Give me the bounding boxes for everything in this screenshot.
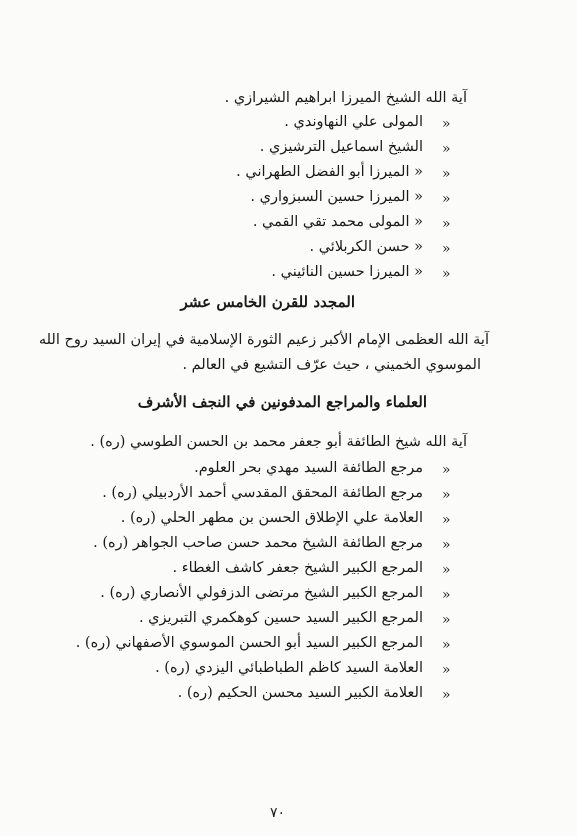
list-item: العلامة السيد كاظم الطباطبائي اليزدي (ره) . [155, 660, 423, 676]
list-bullet: « [442, 141, 451, 157]
list-item: العلامة الكبير السيد محسن الحكيم (ره) . [177, 685, 423, 701]
list-item: مرجع الطائفة الشيخ محمد حسن صاحب الجواهر (ره) . [93, 535, 423, 551]
list-item: الشيخ اسماعيل الترشيزي . [259, 139, 423, 155]
paragraph-line: الموسوي الخميني ، حيث عرّف التشيع في العالم . [182, 357, 481, 373]
section-heading: المجدد للقرن الخامس عشر [180, 293, 355, 311]
list-item: المرجع الكبير الشيخ مرتضى الدزفولي الأنصاري (ره) . [100, 585, 423, 601]
list-bullet: « [442, 512, 451, 528]
list-item: « الميرزا أبو الفضل الطهراني . [236, 164, 423, 180]
list-item: مرجع الطائفة السيد مهدي بحر العلوم. [194, 460, 423, 476]
list-bullet: « [442, 116, 451, 132]
section3-intro: آية الله شيخ الطائفة أبو جعفر محمد بن الحسن الطوسي (ره) . [90, 434, 467, 450]
list-bullet: « [442, 191, 451, 207]
list-item: مرجع الطائفة المحقق المقدسي أحمد الأردبيلي (ره) . [102, 485, 423, 501]
paragraph-line: آية الله العظمى الإمام الأكبر زعيم الثورة الإسلامية في إيران السيد روح الله [38, 332, 489, 348]
list-item: المولى علي النهاوندي . [284, 114, 423, 130]
list-item: المرجع الكبير السيد حسين كوهكمري التبريزي . [138, 610, 423, 626]
list-item: « الميرزا حسين السبزواري . [250, 189, 423, 205]
list-bullet: « [442, 687, 451, 703]
section1-intro: آية الله الشيخ الميرزا ابراهيم الشيرازي . [224, 90, 467, 106]
list-item: « المولى محمد تقي القمي . [252, 214, 423, 230]
list-item: « الميرزا حسين النائيني . [271, 264, 423, 280]
list-bullet: « [442, 216, 451, 232]
list-bullet: « [442, 587, 451, 603]
page-number: ٧٠ [270, 805, 286, 821]
list-bullet: « [442, 612, 451, 628]
list-item: المرجع الكبير السيد أبو الحسن الموسوي الأصفهاني (ره) . [75, 635, 423, 651]
list-item: « حسن الكربلائي . [309, 239, 423, 255]
list-bullet: « [442, 662, 451, 678]
list-bullet: « [442, 487, 451, 503]
list-bullet: « [442, 537, 451, 553]
list-bullet: « [442, 637, 451, 653]
list-bullet: « [442, 266, 451, 282]
list-item: العلامة علي الإطلاق الحسن بن مطهر الحلي (ره) . [120, 510, 423, 526]
list-bullet: « [442, 241, 451, 257]
list-bullet: « [442, 562, 451, 578]
section-heading: العلماء والمراجع المدفونين في النجف الأشرف [137, 393, 427, 411]
list-item: المرجع الكبير الشيخ جعفر كاشف الغطاء . [172, 560, 423, 576]
list-bullet: « [442, 462, 451, 478]
list-bullet: « [442, 166, 451, 182]
